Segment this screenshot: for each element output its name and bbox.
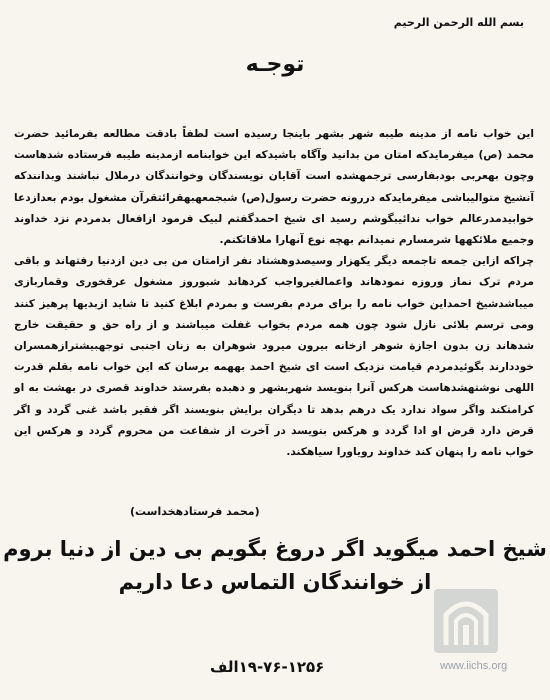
website-watermark: www.iichs.org <box>440 660 508 672</box>
document-title: توجـه <box>245 52 305 77</box>
footer-statement-line-2: از خوانندگان التماس دعا داریم <box>118 570 432 594</box>
signature-line: (محمد فرستادهخداست) <box>130 505 260 518</box>
document-number: ۱۹-۷۶-۱۲۵۶الف <box>210 658 325 676</box>
document-body <box>14 124 534 463</box>
footer-statement-line-1: شیخ احمد میگوید اگر دروغ بگویم بی دین از دنیا بروم <box>3 537 547 561</box>
body-paragraph-2: چراکه ازاین جمعه تاجمعه دیگر یکهزار وسیصدوهشتاد نفر ازامتان من بی دین ازدنیا رفتهاند و باقی مردم ترک نماز وروزه نمودهاند واعمالغیرواجب کردهاند شبوروز مشغول عرقخوری وقماربازی میباشدشیخ احمداین خواب نامه را برای مردم بفرست و بمردم ابلاغ کنید تا شاید ازبدیها پرهیز کنند ومی ترسم بلائی نازل شود چون همه مردم بخواب غفلت میباشند و از راه حق و حقیقت خارج شدهاند زن بدون اجازة شوهر ازخانه بیرون میرود شوهران به زنان اجنبی توجهبیشترازهمسران خوددارند بگوئیدمردم قیامت نزدیک است ای شیخ احمد بههمه برسان که این خواب نامه بقلم قدرت اللهی نوشتهشدهاست هرکس آنرا بنویسد شهربشهر و دهبده بفرستد خداوند قصری در بهشت به او کرامتکند واگر سواد ندارد یک درهم بدهد تا دیگران برایش بنویسند اگر فقیر باشد غنی گردد و اگر قرض دارد قرض او ادا گردد و هرکس بنویسد در آخرت از شفاعت من محروم گردد و هرکس این خواب نامه را پنهان کند خداوند رویاورا سیاهکند. <box>14 255 534 459</box>
body-paragraph-1: این خواب نامه از مدینه طیبه شهر بشهر باینجا رسیده است لطفاً بادقت مطالعه بفرمائید حضرت محمد (ص) میفرمایدکه امتان من بدانید وآگاه باشیدکه این خوابنامه ازمدینه طیبه فرستاده شدهاست وچون بهعربی بودبفارسی ترجمهشده است آقایان نویسندگان وخوانندگان درملال نباشند وبدانندکه آنشیخ متوالیباشی میفرمایدکه دررونه حضرت رسول(ص) شبجمعهبهقرائتقرآن مشغول بودم بعدازدعا خوابیدمدرعالم خواب ندائیبگوشم رسید ای شیخ احمدگفتم لبیک فرمود ازافعال بدمردم نزد خداوند وجمیع ملائکهها شرمسارم نمیدانم بهچه نوع آنهارا ملاقاتکنم. <box>14 128 534 247</box>
iichs-logo-icon <box>430 585 502 657</box>
basmala-heading: بسم الله الرحمن الرحیم <box>393 16 524 29</box>
